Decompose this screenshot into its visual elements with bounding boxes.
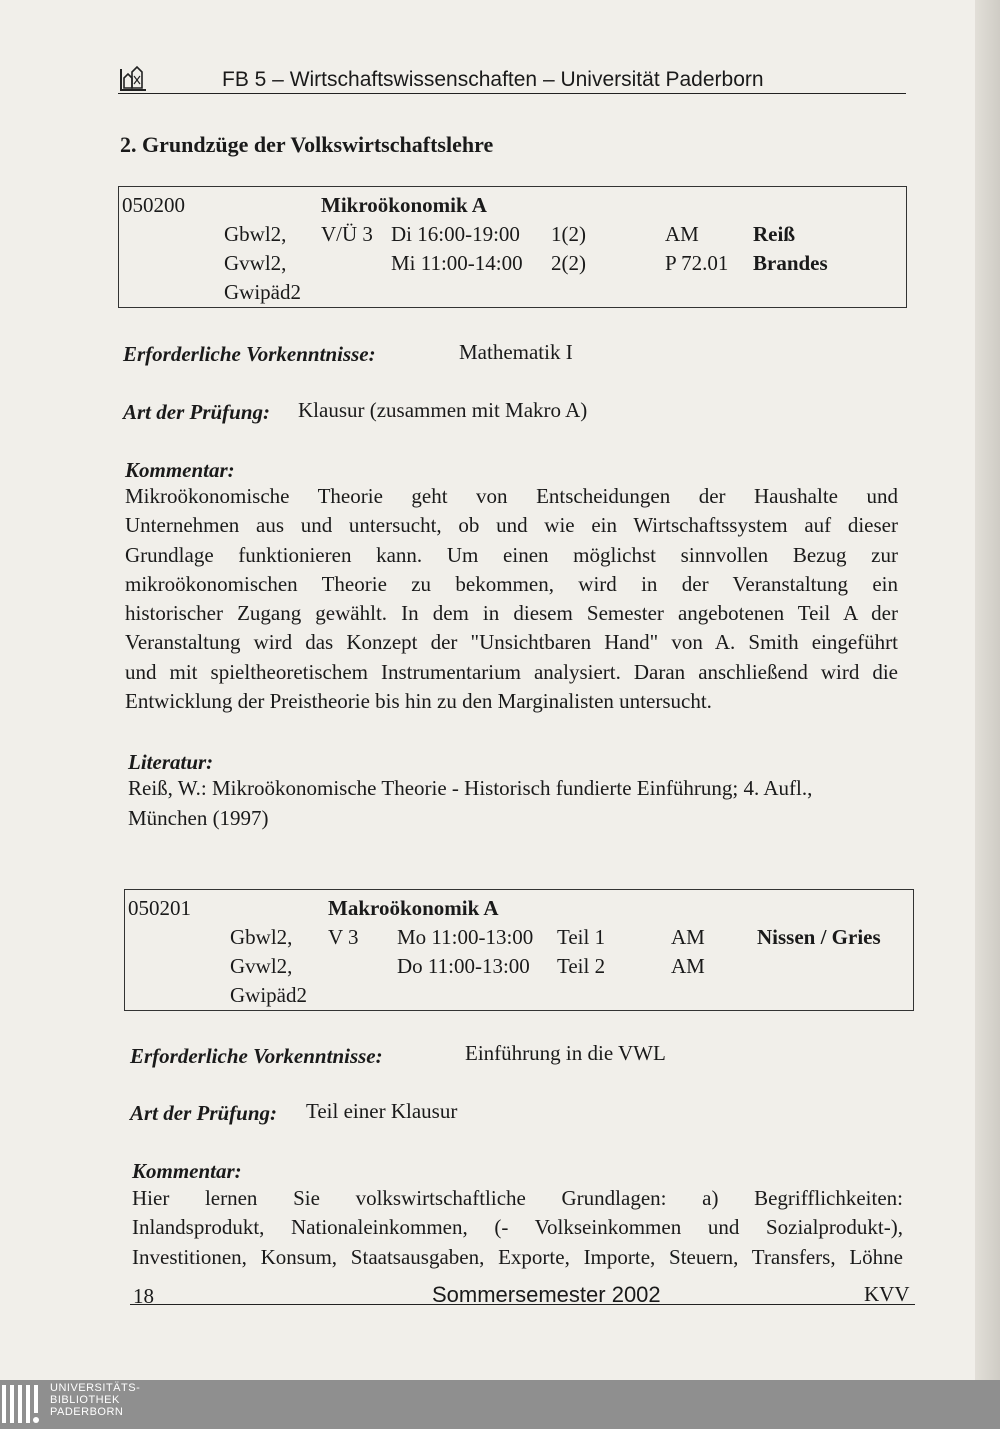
session-room: AM bbox=[665, 222, 699, 246]
comment-line: und mit spieltheoretischem Instrumentarium analysiert. Daran anschließend wird die bbox=[125, 659, 898, 684]
comment-label: Kommentar: bbox=[125, 458, 235, 482]
course-number: 050201 bbox=[128, 896, 191, 920]
library-name-line: PADERBORN bbox=[50, 1406, 124, 1418]
session-group: Teil 2 bbox=[557, 954, 606, 978]
session-time: Mo 11:00-13:00 bbox=[397, 925, 534, 949]
comment-line: Investitionen, Konsum, Staatsausgaben, Exporte, Importe, Steuern, Transfers, Löhne bbox=[132, 1244, 903, 1269]
footer-rule bbox=[130, 1304, 915, 1305]
footer-semester: Sommersemester 2002 bbox=[432, 1282, 661, 1307]
session-room: AM bbox=[671, 954, 705, 978]
course-program: Gbwl2, bbox=[224, 222, 287, 246]
page-spine bbox=[975, 0, 1000, 1380]
university-logo-icon bbox=[118, 64, 148, 94]
course-program: Gwipäd2 bbox=[230, 983, 307, 1007]
course-program: Gvwl2, bbox=[224, 251, 287, 275]
comment-line: Inlandsprodukt, Nationaleinkommen, (- Volkseinkommen und Sozialprodukt-), bbox=[132, 1215, 903, 1240]
course-program: Gwipäd2 bbox=[224, 280, 301, 304]
course-program: Gvwl2, bbox=[230, 954, 293, 978]
session-room: P 72.01 bbox=[665, 251, 729, 275]
comment-line: Mikroökonomische Theorie geht von Entscheidungen der Haushalte und bbox=[125, 484, 898, 508]
exam-value: Klausur (zusammen mit Makro A) bbox=[298, 398, 588, 422]
course-type: V 3 bbox=[328, 925, 359, 949]
library-name-line: BIBLIOTHEK bbox=[50, 1394, 120, 1406]
comment-line: Veranstaltung wird das Konzept der "Unsichtbaren Hand" von A. Smith eingeführt bbox=[125, 630, 898, 655]
session-group: Teil 1 bbox=[557, 925, 606, 949]
literature-label: Literatur: bbox=[128, 750, 214, 774]
comment-line: Grundlage funktionieren kann. Um einen möglichst sinnvollen Bezug zur bbox=[125, 542, 898, 567]
comment-line: mikroökonomischen Theorie zu bekommen, wird in der Veranstaltung ein bbox=[125, 571, 898, 596]
prereq-value: Einführung in die VWL bbox=[465, 1041, 666, 1065]
exam-label: Art der Prüfung: bbox=[123, 400, 271, 424]
session-time: Mi 11:00-14:00 bbox=[391, 251, 523, 275]
comment-line: Unternehmen aus und untersucht, ob und wie ein Wirtschaftssystem auf dieser bbox=[125, 513, 898, 538]
comment-line: Hier lernen Sie volkswirtschaftliche Grundlagen: a) Begrifflichkeiten: bbox=[132, 1186, 903, 1210]
course-box-050200 bbox=[118, 186, 907, 308]
comment-text bbox=[125, 482, 898, 716]
literature-line: Reiß, W.: Mikroökonomische Theorie - Historisch fundierte Einführung; 4. Aufl., bbox=[128, 776, 813, 800]
library-bar bbox=[0, 1380, 1000, 1429]
exam-value: Teil einer Klausur bbox=[306, 1099, 458, 1123]
course-title: Mikroökonomik A bbox=[321, 193, 487, 217]
session-room: AM bbox=[671, 925, 705, 949]
course-number: 050200 bbox=[122, 193, 185, 217]
session-group: 1(2) bbox=[551, 222, 586, 246]
session-time: Di 16:00-19:00 bbox=[391, 222, 520, 246]
session-lecturer: Brandes bbox=[753, 251, 828, 275]
comment-label: Kommentar: bbox=[132, 1159, 242, 1183]
prereq-label: Erforderliche Vorkenntnisse: bbox=[130, 1044, 383, 1068]
header-title: FB 5 – Wirtschaftswissenschaften – Universität Paderborn bbox=[222, 68, 764, 91]
prereq-value: Mathematik I bbox=[459, 340, 573, 364]
page-number: 18 bbox=[133, 1284, 154, 1308]
comment-line: Entwicklung der Preistheorie bis hin zu den Marginalisten untersucht. bbox=[125, 689, 712, 714]
literature-line: München (1997) bbox=[128, 806, 269, 830]
session-lecturer: Nissen / Gries bbox=[757, 925, 881, 949]
library-logo-icon bbox=[2, 1383, 42, 1425]
course-program: Gbwl2, bbox=[230, 925, 293, 949]
section-title: 2. Grundzüge der Volkswirtschaftslehre bbox=[120, 132, 494, 157]
course-box-050201 bbox=[124, 889, 914, 1011]
footer-abbrev: KVV bbox=[864, 1282, 910, 1306]
comment-text bbox=[132, 1184, 903, 1272]
course-title: Makroökonomik A bbox=[328, 896, 499, 920]
session-group: 2(2) bbox=[551, 251, 586, 275]
session-lecturer: Reiß bbox=[753, 222, 795, 246]
exam-label: Art der Prüfung: bbox=[130, 1101, 278, 1125]
header-rule bbox=[118, 93, 906, 94]
library-name-line: UNIVERSITÄTS- bbox=[50, 1382, 141, 1394]
session-time: Do 11:00-13:00 bbox=[397, 954, 530, 978]
comment-line: historischer Zugang gewählt. In dem in diesem Semester angebotenen Teil A der bbox=[125, 601, 898, 626]
prereq-label: Erforderliche Vorkenntnisse: bbox=[123, 342, 376, 366]
course-type: V/Ü 3 bbox=[321, 222, 373, 246]
